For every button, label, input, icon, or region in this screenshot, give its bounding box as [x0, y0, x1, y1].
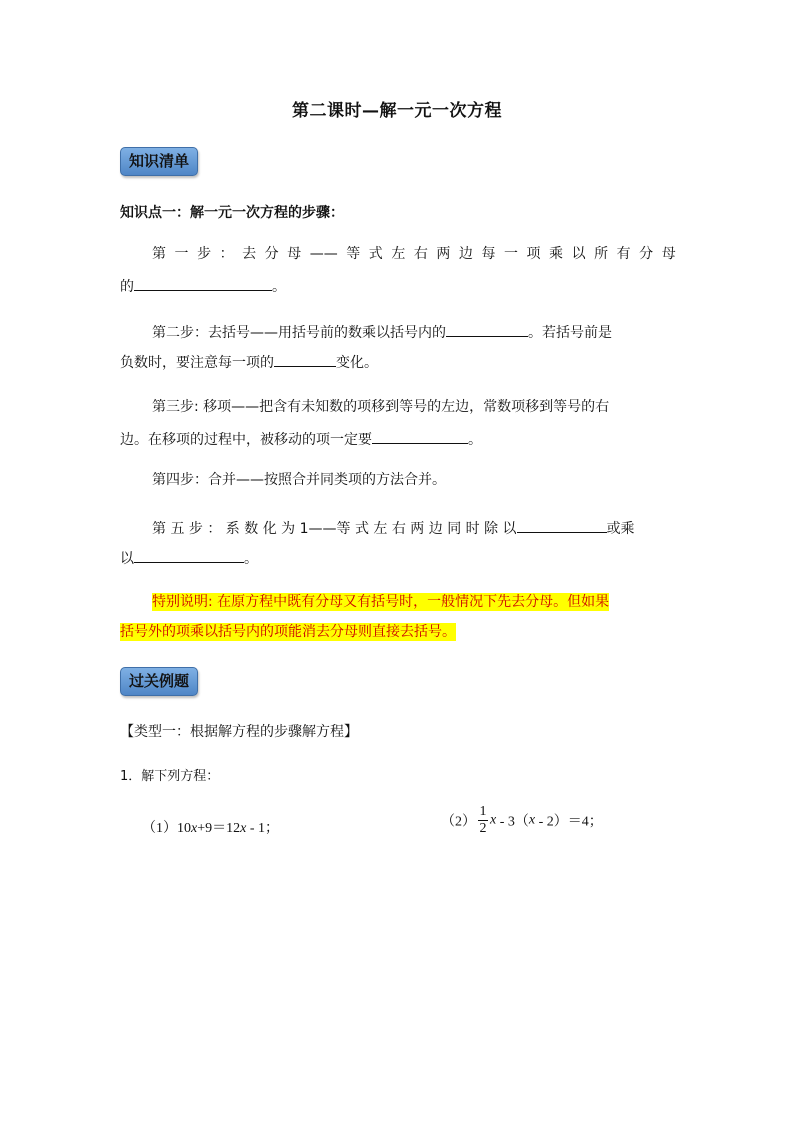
step1-line2-prefix: 的	[120, 279, 134, 295]
special-note-line2	[120, 622, 676, 642]
eq1-tail: - 1；	[246, 821, 280, 836]
step3-line1: 第三步: 移项——把含有未知数的项移到等号的左边，常数项移到等号的右	[152, 399, 610, 415]
step1-char: 所	[594, 246, 609, 262]
step1-line2	[120, 275, 676, 297]
step5-line2-suffix: 。	[244, 551, 258, 567]
step1-char: 左	[391, 246, 406, 262]
step1-char: 右	[413, 246, 428, 262]
step1-char: 以	[571, 246, 586, 262]
eq1-label: （1）	[142, 821, 177, 836]
step1-char: 一	[174, 246, 189, 262]
special-note-text1: 特别说明: 在原方程中既有分母又有括号时，一般情况下先去分母。但如果	[152, 594, 610, 610]
step3-line2-prefix: 边。在移项的过程中，被移动的项一定要	[120, 432, 372, 448]
equation-2	[441, 804, 603, 837]
step3-blank	[372, 428, 468, 444]
eq1-mid: +9＝12	[197, 821, 241, 836]
eq2-var2: x	[528, 812, 536, 828]
step3-line2-suffix: 。	[468, 432, 482, 448]
step1-char: 去	[242, 246, 257, 262]
eq2-var1: x	[490, 812, 497, 828]
step5-line2	[120, 547, 676, 569]
step2-line1-suffix: 。若括号前是	[528, 325, 612, 341]
step1-char: 边	[458, 246, 473, 262]
special-note-line1	[152, 592, 676, 612]
step2-line2	[120, 351, 676, 373]
eq2-mid: - 3（	[496, 814, 529, 830]
step1-char: 第	[152, 246, 166, 262]
eq2-frac-den: 2	[479, 821, 487, 836]
step1-blank	[134, 275, 272, 291]
step2-blank1	[446, 321, 528, 337]
step1-char: 两	[436, 246, 451, 262]
step1-char: 式	[368, 246, 383, 262]
eq1-var2: x	[240, 821, 247, 836]
step1-char: 项	[526, 246, 541, 262]
step1-char: 母	[287, 246, 302, 262]
special-note-text2: 括号外的项乘以括号内的项能消去分母则直接去括号。	[120, 624, 456, 640]
step1-char: ——	[309, 246, 338, 262]
examples-tag: 过关例题	[120, 667, 198, 696]
step1-char: 等	[346, 246, 361, 262]
eq1-var1: x	[191, 821, 198, 836]
page-title: 第二课时—解一元一次方程	[292, 101, 502, 121]
step4-line: 第四步：合并——按照合并同类项的方法合并。	[152, 472, 446, 488]
step1-char: 母	[661, 246, 676, 262]
equation-1	[142, 817, 279, 837]
step5-blank2	[134, 547, 244, 563]
eq2-fraction	[478, 804, 488, 837]
step2-line1	[152, 321, 676, 343]
step5-line1-suffix: 或乘	[606, 521, 635, 537]
step5-line2-prefix: 以	[120, 551, 134, 567]
step1-char: 有	[616, 246, 631, 262]
step5-line1-prefix: 第 五 步 ： 系 数 化 为 1——等 式 左 右 两 边 同 时 除 以	[152, 521, 517, 537]
step1-line2-suffix: 。	[272, 279, 286, 295]
step1-char: 一	[503, 246, 518, 262]
step1-line1	[152, 244, 676, 264]
step1-char: ：	[219, 246, 234, 262]
step1-char: 每	[481, 246, 496, 262]
step1-char: 分	[264, 246, 279, 262]
step1-char: 步	[197, 246, 212, 262]
step1-char: 乘	[549, 246, 564, 262]
step2-line1-prefix: 第二步：去括号——用括号前的数乘以括号内的	[152, 325, 446, 341]
step1-char: 分	[639, 246, 654, 262]
step5-line1	[152, 517, 676, 539]
eq2-label: （2）	[441, 814, 476, 830]
type-heading: 【类型一：根据解方程的步骤解方程】	[120, 724, 358, 740]
eq2-frac-num: 1	[479, 804, 487, 819]
step3-line2	[120, 428, 676, 450]
step5-blank1	[517, 517, 607, 533]
step2-line2-suffix: 变化。	[336, 355, 378, 371]
eq1-coef: 10	[177, 821, 191, 836]
question-1: 1．解下列方程：	[120, 769, 220, 784]
step2-blank2	[274, 351, 336, 367]
knowledge-list-tag: 知识清单	[120, 147, 198, 176]
eq2-tail: - 2）＝4；	[535, 814, 603, 830]
step2-line2-prefix: 负数时，要注意每一项的	[120, 355, 274, 371]
knowledge-point-title: 知识点一：解一元一次方程的步骤：	[120, 205, 344, 221]
